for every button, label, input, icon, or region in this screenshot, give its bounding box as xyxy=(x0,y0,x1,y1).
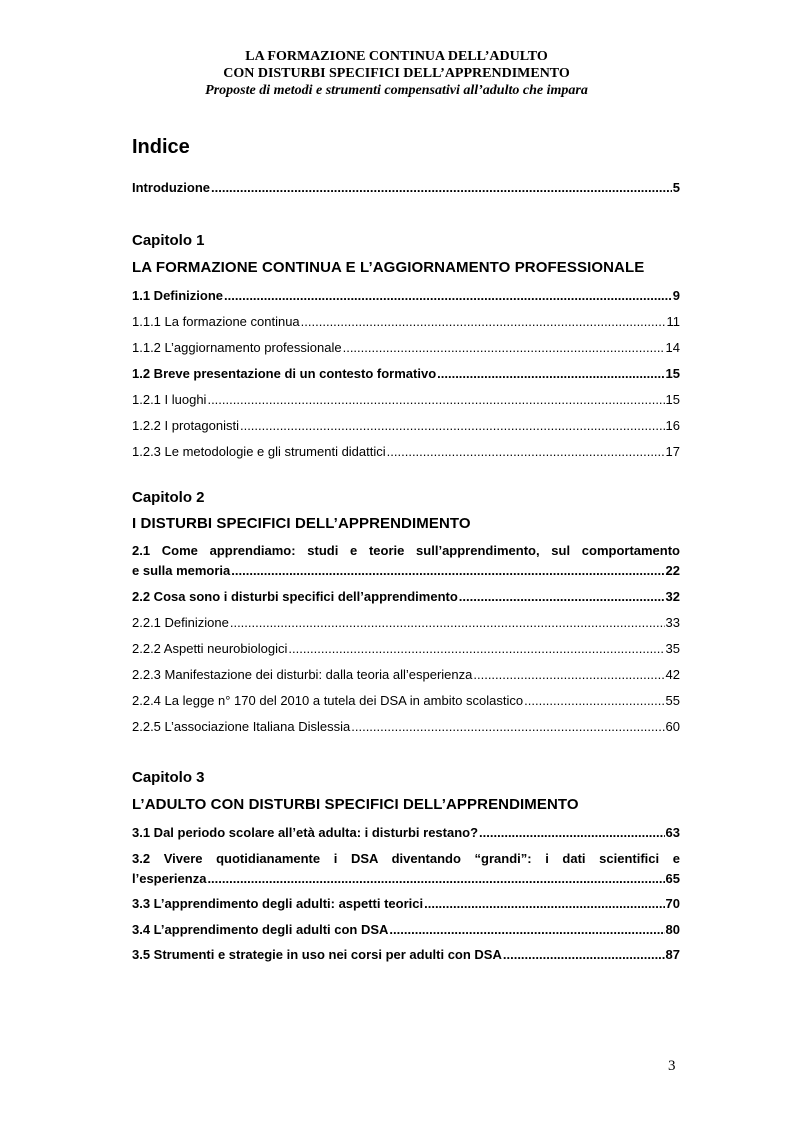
toc-entry-page: 60 xyxy=(665,719,680,734)
chapter-3-title: L’ADULTO CON DISTURBI SPECIFICI DELL’APPRENDIMENTO xyxy=(132,796,579,813)
toc-entry-page: 63 xyxy=(665,825,680,840)
toc-entry-page: 32 xyxy=(665,589,680,604)
chapter-2-heading: Capitolo 2 xyxy=(132,489,205,506)
toc-entry-label: 3.3 L’apprendimento degli adulti: aspetti teorici xyxy=(132,896,424,911)
toc-leader-dots xyxy=(230,615,665,631)
toc-entry-page: 87 xyxy=(665,947,680,962)
toc-entry-label: 2.2.3 Manifestazione dei disturbi: dalla teoria all’esperienza xyxy=(132,667,473,682)
page-number: 3 xyxy=(668,1058,676,1074)
toc-entry-introduzione[interactable] xyxy=(132,180,680,196)
toc-entry-3-5[interactable] xyxy=(132,947,680,963)
toc-title: Indice xyxy=(132,136,190,158)
toc-entry-3-4[interactable] xyxy=(132,922,680,938)
toc-entry-1-1[interactable] xyxy=(132,288,680,304)
toc-entry-page: 35 xyxy=(665,641,680,656)
toc-entry-label: 3.5 Strumenti e strategie in uso nei corsi per adulti con DSA xyxy=(132,947,502,962)
toc-entry-label: 3.4 L’apprendimento degli adulti con DSA xyxy=(132,922,389,937)
toc-entry-1-2-3[interactable] xyxy=(132,444,680,460)
toc-entry-label: 1.2 Breve presentazione di un contesto formativo xyxy=(132,366,437,381)
toc-entry-label: 1.1.2 L’aggiornamento professionale xyxy=(132,340,342,355)
toc-entry-label: 2.2 Cosa sono i disturbi specifici dell’apprendimento xyxy=(132,589,458,604)
toc-entry-page: 14 xyxy=(665,340,680,355)
toc-entry-page: 9 xyxy=(672,288,680,303)
toc-entry-label: e sulla memoria xyxy=(132,563,231,578)
toc-leader-dots xyxy=(437,366,664,382)
toc-leader-dots xyxy=(240,418,665,434)
toc-leader-dots xyxy=(207,871,664,887)
toc-entry-label: 2.2.4 La legge n° 170 del 2010 a tutela dei DSA in ambito scolastico xyxy=(132,693,524,708)
toc-leader-dots xyxy=(224,288,672,304)
toc-entry-label: 1.2.3 Le metodologie e gli strumenti didattici xyxy=(132,444,386,459)
toc-entry-label: 2.2.5 L’associazione Italiana Dislessia xyxy=(132,719,351,734)
toc-entry-2-2-4[interactable] xyxy=(132,693,680,709)
toc-leader-dots xyxy=(459,589,665,605)
toc-entry-2-1[interactable] xyxy=(132,563,680,579)
header-line-2: CON DISTURBI SPECIFICI DELL’APPRENDIMENTO xyxy=(223,66,570,81)
toc-entry-2-2[interactable] xyxy=(132,589,680,605)
toc-entry-label: l’esperienza xyxy=(132,871,207,886)
toc-leader-dots xyxy=(207,392,664,408)
toc-leader-dots xyxy=(473,667,664,683)
toc-entry-label: 1.1.1 La formazione continua xyxy=(132,314,300,329)
toc-leader-dots xyxy=(503,947,665,963)
toc-leader-dots xyxy=(389,922,664,938)
toc-entry-label: Introduzione xyxy=(132,180,210,195)
document-header xyxy=(0,48,793,99)
toc-entry-3-2[interactable] xyxy=(132,871,680,887)
toc-entry-page: 11 xyxy=(666,314,680,329)
toc-entry-page: 33 xyxy=(665,615,680,630)
toc-entry-page: 15 xyxy=(665,392,680,407)
toc-entry-page: 80 xyxy=(665,922,680,937)
toc-leader-dots xyxy=(288,641,664,657)
toc-leader-dots xyxy=(231,563,664,579)
chapter-1-title: LA FORMAZIONE CONTINUA E L’AGGIORNAMENTO PROFESSIONALE xyxy=(132,259,645,276)
toc-entry-label: 1.1 Definizione xyxy=(132,288,224,303)
toc-entry-page: 15 xyxy=(665,366,680,381)
toc-entry-1-2-1[interactable] xyxy=(132,392,680,408)
toc-leader-dots xyxy=(479,825,664,841)
toc-entry-page: 65 xyxy=(665,871,680,886)
toc-entry-3-3[interactable] xyxy=(132,896,680,912)
toc-entry-page: 55 xyxy=(665,693,680,708)
toc-entry-2-2-5[interactable] xyxy=(132,719,680,735)
toc-leader-dots xyxy=(424,896,664,912)
toc-entry-1-2-2[interactable] xyxy=(132,418,680,434)
toc-entry-1-2[interactable] xyxy=(132,366,680,382)
chapter-3-heading: Capitolo 3 xyxy=(132,769,205,786)
toc-entry-page: 22 xyxy=(665,563,680,578)
toc-entry-3-1[interactable] xyxy=(132,825,680,841)
toc-entry-2-2-1[interactable] xyxy=(132,615,680,631)
chapter-2-title: I DISTURBI SPECIFICI DELL’APPRENDIMENTO xyxy=(132,515,471,532)
header-subtitle: Proposte di metodi e strumenti compensativi all’adulto che impara xyxy=(205,83,588,98)
toc-entry-1-1-2[interactable] xyxy=(132,340,680,356)
toc-leader-dots xyxy=(387,444,665,460)
toc-entry-label: 3.1 Dal periodo scolare all’età adulta: i disturbi restano? xyxy=(132,825,479,840)
toc-leader-dots xyxy=(351,719,664,735)
toc-entry-2-2-3[interactable] xyxy=(132,667,680,683)
toc-leader-dots xyxy=(301,314,666,330)
toc-entry-2-1-line-1[interactable]: 2.1 Come apprendiamo: studi e teorie sull’apprendimento, sul comportamento xyxy=(132,543,680,558)
toc-entry-page: 5 xyxy=(672,180,680,195)
toc-entry-page: 17 xyxy=(665,444,680,459)
toc-leader-dots xyxy=(343,340,665,356)
header-line-1: LA FORMAZIONE CONTINUA DELL’ADULTO xyxy=(245,49,548,64)
toc-leader-dots xyxy=(524,693,664,709)
toc-entry-label: 1.2.2 I protagonisti xyxy=(132,418,239,433)
toc-entry-label: 2.2.1 Definizione xyxy=(132,615,229,630)
toc-entry-page: 70 xyxy=(665,896,680,911)
toc-entry-page: 16 xyxy=(665,418,680,433)
chapter-1-heading: Capitolo 1 xyxy=(132,232,205,249)
toc-entry-3-2-line-1[interactable]: 3.2 Vivere quotidianamente i DSA diventando “grandi”: i dati scientifici e xyxy=(132,851,680,866)
toc-leader-dots xyxy=(211,180,672,196)
toc-entry-label: 1.2.1 I luoghi xyxy=(132,392,207,407)
toc-entry-1-1-1[interactable] xyxy=(132,314,680,330)
toc-entry-2-2-2[interactable] xyxy=(132,641,680,657)
toc-entry-label: 2.2.2 Aspetti neurobiologici xyxy=(132,641,288,656)
toc-entry-page: 42 xyxy=(665,667,680,682)
